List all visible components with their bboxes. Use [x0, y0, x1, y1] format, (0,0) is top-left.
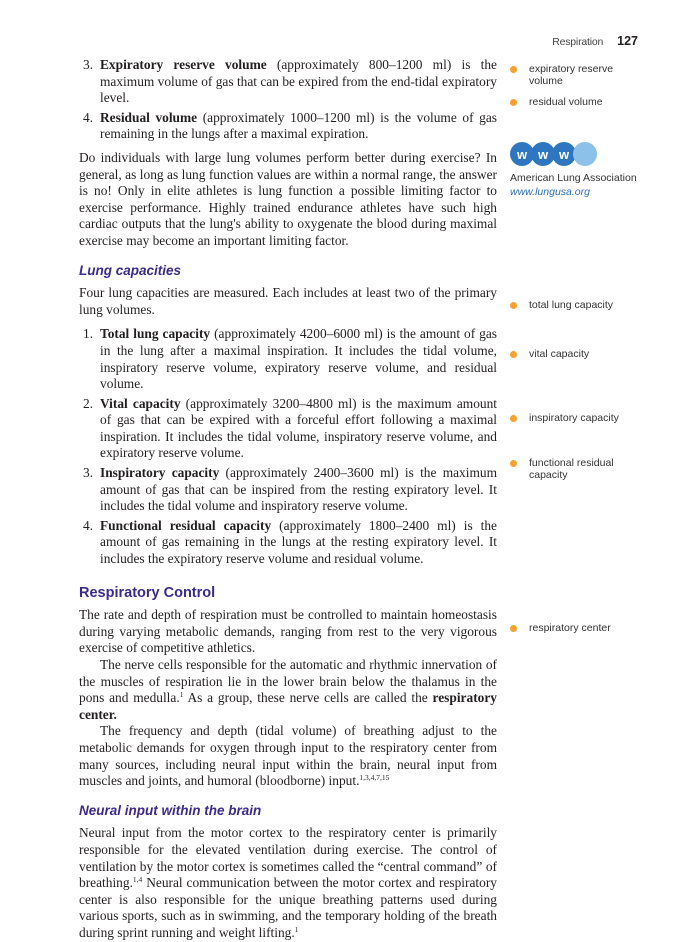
term: Vital capacity [100, 395, 181, 411]
paragraph: The frequency and depth (tidal volume) of breathing adjust to the metabolic demands for oxygen through input to the respiratory center from many sources, including neural input within the brain, neural input from muscles and joints, and humoral (bloodborne) input.$^{1,3,4,7,15}$ [79, 723, 497, 789]
margin-term: total lung capacity [510, 299, 613, 311]
margin-term: inspiratory capacity [510, 412, 619, 424]
paragraph: The nerve cells responsible for the automatic and rhythmic innervation of the muscles of respiration lie in the lower brain below the thalamus in the pons and medulla.$^1$ As a group, these nerve cells are called the respiratory center. [79, 657, 497, 722]
list-item: 4. Functional residual capacity (approximately 1800–2400 ml) is the amount of gas remaining in the lungs at the resting expiratory level. It includes the expiratory reserve volume and residual volume. [83, 517, 497, 567]
paragraph: The rate and depth of respiration must be controlled to maintain homeostasis during varying metabolic demands, ranging from rest to the very vigorous exercise of competitive athletics. [79, 607, 497, 656]
bullet-dot-icon [510, 351, 517, 358]
lung-capacities-intro: Four lung capacities are measured. Each includes at least two of the primary lung volumes. [79, 285, 497, 317]
margin-term: vital capacity [510, 348, 589, 360]
margin-term: expiratory reserve volume [510, 63, 622, 87]
term: Total lung capacity [100, 326, 211, 342]
bullet-dot-icon [510, 625, 517, 632]
bullet-dot-icon [510, 66, 517, 73]
bullet-dot-icon [510, 460, 517, 467]
neural-input-heading: Neural input within the brain [79, 802, 262, 818]
term: Expiratory reserve volume [100, 57, 267, 72]
bullet-dot-icon [510, 302, 517, 309]
org-url-link[interactable]: www.lungusa.org [510, 186, 590, 198]
list-item: 1. Total lung capacity (approximately 4200–6000 ml) is the amount of gas in the lung after a maximal inspiration. It includes the tidal volume, inspiratory reserve volume, expiratory reserve volume, and residual volume. [83, 326, 497, 392]
term: Residual volume [100, 109, 198, 125]
margin-term: functional residual capacity [510, 457, 630, 481]
main-column [79, 57, 497, 942]
lung-capacities-heading: Lung capacities [79, 262, 182, 278]
list-item: 3. Expiratory reserve volume (approximately 800–1200 ml) is the maximum volume of gas that can be expired from the end-tidal expiratory level. [83, 57, 497, 106]
list-item: 4. Residual volume (approximately 1000–1200 ml) is the volume of gas remaining in the lungs after a maximal expiration. [83, 109, 497, 142]
list-item: 3. Inspiratory capacity (approximately 2400–3600 ml) is the maximum amount of gas that can be inspired from the resting expiratory level. It includes the tidal volume and inspiratory reserve volume. [83, 465, 497, 514]
running-head: Respiration [552, 36, 604, 48]
page-header [552, 34, 638, 48]
bullet-dot-icon [510, 415, 517, 422]
list-item: 2. Vital capacity (approximately 3200–4800 ml) is the maximum amount of gas that can be expired with a forceful effort following a maximal inspiration. It includes the tidal volume, inspiratory reserve volume, and expiratory reserve volume. [83, 395, 497, 461]
margin-term: respiratory center [510, 622, 611, 634]
paragraph: Neural input from the motor cortex to the respiratory center is primarily responsible for the elevated ventilation during exercise. The control of ventilation by the motor cortex is sometimes called the “central command” of breathing.$^{1,4}$ Neural communication between the motor cortex and respiratory center is also responsible for the unique breathing patterns used during various sports, such as in swimming, and the temporary holding of the breath during sprint running and weight lifting.$^1$ [79, 825, 497, 940]
intro-paragraph: Do individuals with large lung volumes perform better during exercise? In general, as long as lung function values are within a normal range, the answer is no! Only in elite athletes is lung function a possible limiting factor to exercise performance. Highly trained endurance athletes have such high cardiac outputs that the lung's ability to oxygenate the blood during maximal exercise may become an important limiting factor. [79, 149, 497, 248]
margin-term: residual volume [510, 96, 603, 108]
www-icon: w w w [510, 142, 637, 166]
term: respiratory center. [79, 690, 497, 722]
org-name: American Lung Association [510, 172, 637, 184]
term: Functional residual capacity [100, 517, 272, 533]
bullet-dot-icon [510, 99, 517, 106]
volumes-list [79, 57, 497, 143]
capacities-list [79, 326, 497, 567]
respiratory-control-heading: Respiratory Control [79, 584, 216, 601]
term: Inspiratory capacity [100, 465, 220, 481]
www-resource[interactable] [510, 142, 637, 198]
page-number: 127 [617, 34, 638, 48]
